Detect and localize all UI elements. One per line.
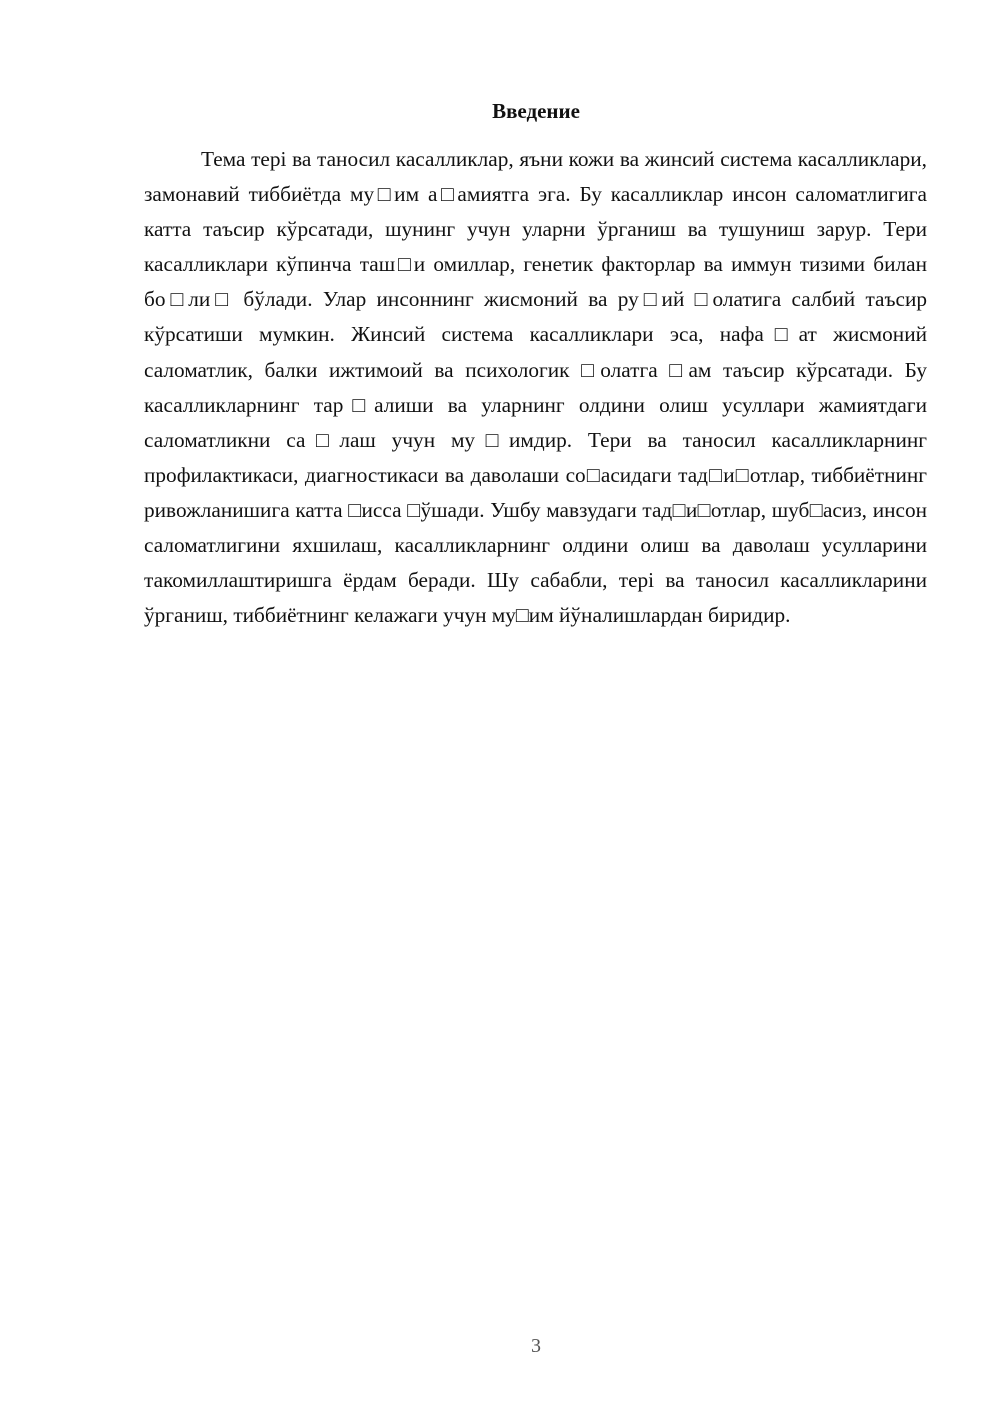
page-number: 3 [531,1335,541,1357]
body-paragraph: Тема тері ва таносил касалликлар, яъни кожи ва жинсий система касалликлари, замонавий тиббиётда му□им а□амиятга эга. Бу касалликлар инсон саломатлигига катта таъсир кўрсатади, шунинг учун уларни ўрганиш ва тушуниш зарур. Тери касалликлари кўпинча таш□и омиллар, генетик факторлар ва иммун тизими билан бо□ли□ бўлади. Улар инсоннинг жисмоний ва ру□ий □олатига салбий таъсир кўрсатиши мумкин. Жинсий система касалликлари эса, нафа□ат жисмоний саломатлик, балки ижтимоий ва психологик □олатга □ам таъсир кўрсатади. Бу касалликларнинг тар□алиши ва уларнинг олдини олиш усуллари жамиятдаги саломатликни са□лаш учун му□имдир. Тери ва таносил касалликларнинг профилактикаси, диагностикаси ва даволаши со□асидаги тад□и□отлар, тиббиётнинг ривожланишига катта □исса □ўшади. Ушбу мавзудаги тад□и□отлар, шуб□асиз, инсон саломатлигини яхшилаш, касалликларнинг олдини олиш ва даволаш усулларини такомиллаштиришга ёрдам беради. Шу сабабли, тері ва таносил касалликларини ўрганиш, тиббиётнинг келажаги учун му□им йўналишлардан биридир. [144,147,927,628]
body-text-block [144,142,927,633]
section-heading: Введение [492,99,580,123]
